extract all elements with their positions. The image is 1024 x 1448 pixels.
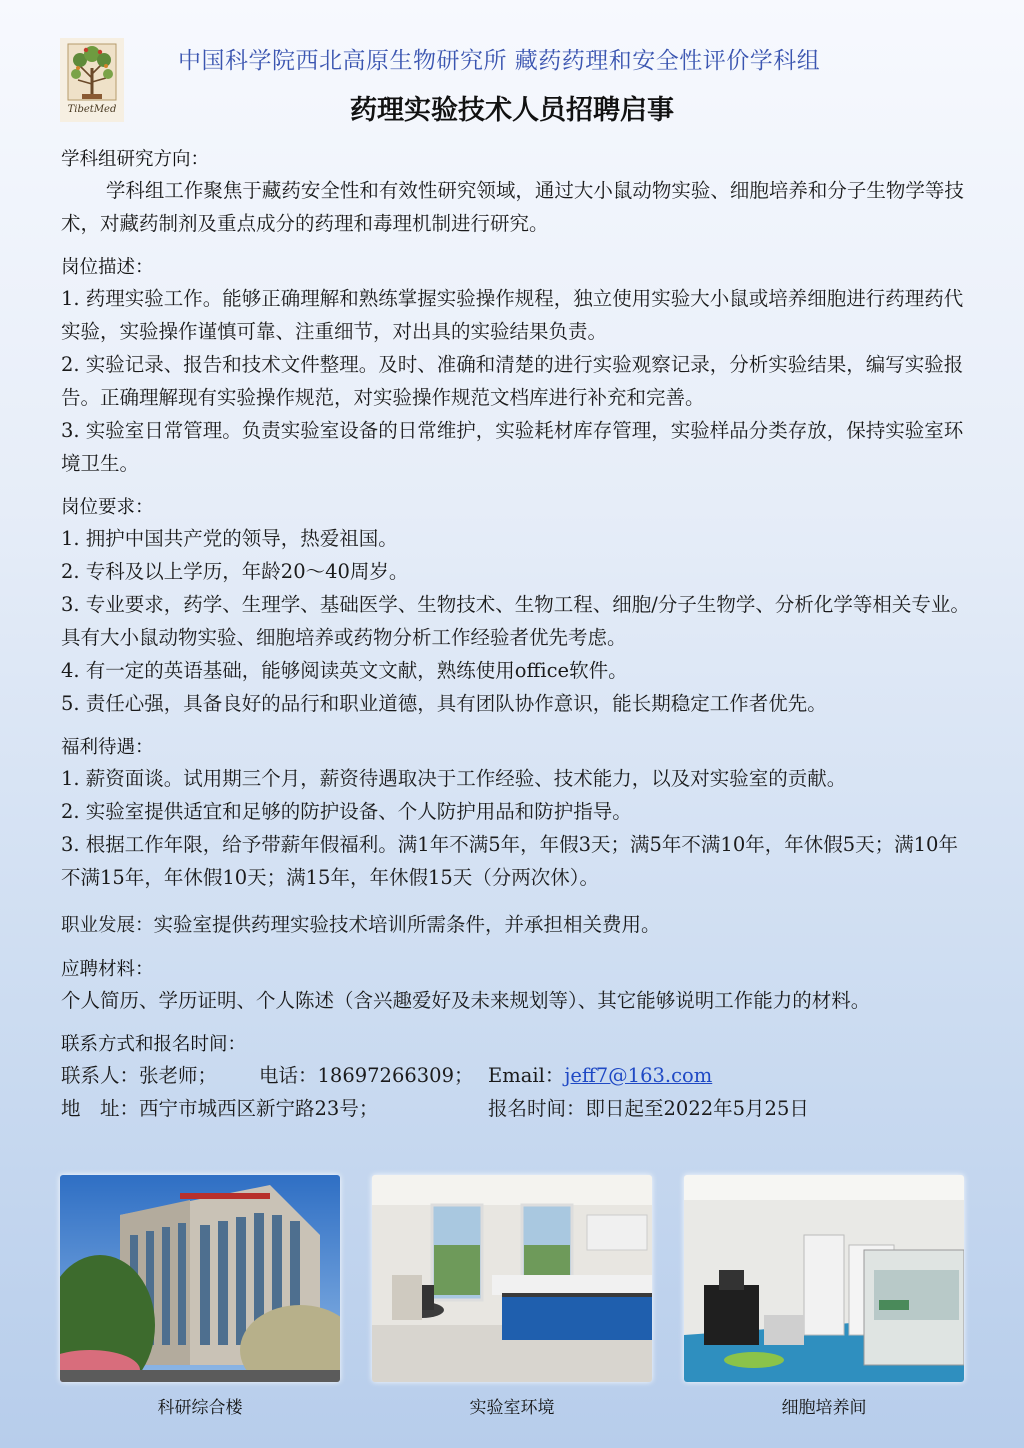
requirement-item: 4. 有一定的英语基础，能够阅读英文文献，熟练使用office软件。 [61,659,628,682]
requirement-item: 3. 专业要求，药学、生理学、基础医学、生物技术、生物工程、细胞/分子生物学、分析化学等相关专业。具有大小鼠动物实验、细胞培养或药物分析工作经验者优先考虑。 [61,593,970,649]
photo-caption: 细胞培养间 [781,1398,867,1418]
materials-section [61,956,973,1017]
email-link[interactable]: jeff7@163.com [564,1064,713,1087]
benefits-heading: 福利待遇： [61,737,154,758]
research-section [61,146,973,240]
research-heading: 学科组研究方向： [61,149,210,170]
contact-row-2 [61,1092,973,1125]
requirement-item: 2. 专科及以上学历，年龄20～40周岁。 [61,560,409,583]
career-heading: 职业发展： [61,915,154,936]
requirement-item: 5. 责任心强，具备良好的品行和职业道德，具有团队协作意识，能长期稳定工作者优先。 [61,692,827,715]
contact-heading: 联系方式和报名时间： [61,1034,247,1055]
registration-deadline: 报名时间：即日起至2022年5月25日 [488,1097,809,1120]
benefit-item: 3. 根据工作年限，给予带薪年假福利。满1年不满5年，年假3天；满5年不满10年，年休假5天；满10年不满15年，年休假10天；满15年，年休假15天（分两次休）。 [61,833,958,889]
requirement-item: 1. 拥护中国共产党的领导，热爱祖国。 [61,527,398,550]
duties-section [61,254,973,480]
requirements-heading: 岗位要求： [61,497,154,518]
photo-caption: 实验室环境 [469,1398,555,1418]
contact-person: 联系人：张老师； [61,1064,218,1087]
benefit-item: 2. 实验室提供适宜和足够的防护设备、个人防护用品和防护指导。 [61,800,632,823]
main-content [61,146,973,1139]
materials-text: 个人简历、学历证明、个人陈述（含兴趣爱好及未来规划等）、其它能够说明工作能力的材料。 [61,989,871,1012]
requirements-section [61,494,973,720]
contact-address: 地 址：西宁市城西区新宁路23号； [61,1097,379,1120]
lab-environment-photo [372,1175,652,1382]
benefit-item: 1. 薪资面谈。试用期三个月，薪资待遇取决于工作经验、技术能力，以及对实验室的贡献。 [61,767,847,790]
research-text: 学科组工作聚焦于藏药安全性和有效性研究领域，通过大小鼠动物实验、细胞培养和分子生物学等技术，对藏药制剂及重点成分的药理和毒理机制进行研究。 [61,179,964,235]
contact-section [61,1031,973,1125]
career-text: 实验室提供药理实验技术培训所需条件，并承担相关费用。 [153,913,661,936]
career-section [61,908,973,942]
email-label: Email： [488,1064,565,1087]
materials-heading: 应聘材料： [61,959,154,980]
duty-item: 2. 实验记录、报告和技术文件整理。及时、准确和清楚的进行实验观察记录，分析实验结果，编写实验报告。正确理解现有实验操作规范，对实验操作规范文档库进行补充和完善。 [61,353,964,409]
research-building-photo [60,1175,340,1382]
page-title: 药理实验技术人员招聘启事 [350,95,674,126]
photo-strip [60,1175,964,1425]
logo-text: TibetMed [67,104,117,115]
duties-heading: 岗位描述： [61,257,154,278]
duty-item: 3. 实验室日常管理。负责实验室设备的日常维护，实验耗材库存管理，实验样品分类存放，保持实验室环境卫生。 [61,419,964,475]
benefits-section [61,734,973,894]
contact-row-1 [61,1059,973,1092]
org-title: 中国科学院西北高原生物研究所 藏药药理和安全性评价学科组 [178,48,821,74]
duty-item: 1. 药理实验工作。能够正确理解和熟练掌握实验操作规程，独立使用实验大小鼠或培养细胞进行药理药代实验，实验操作谨慎可靠、注重细节，对出具的实验结果负责。 [61,287,964,343]
cell-culture-room-photo [684,1175,964,1382]
photo-caption: 科研综合楼 [157,1398,243,1418]
contact-phone: 电话：18697266309； [259,1064,474,1087]
